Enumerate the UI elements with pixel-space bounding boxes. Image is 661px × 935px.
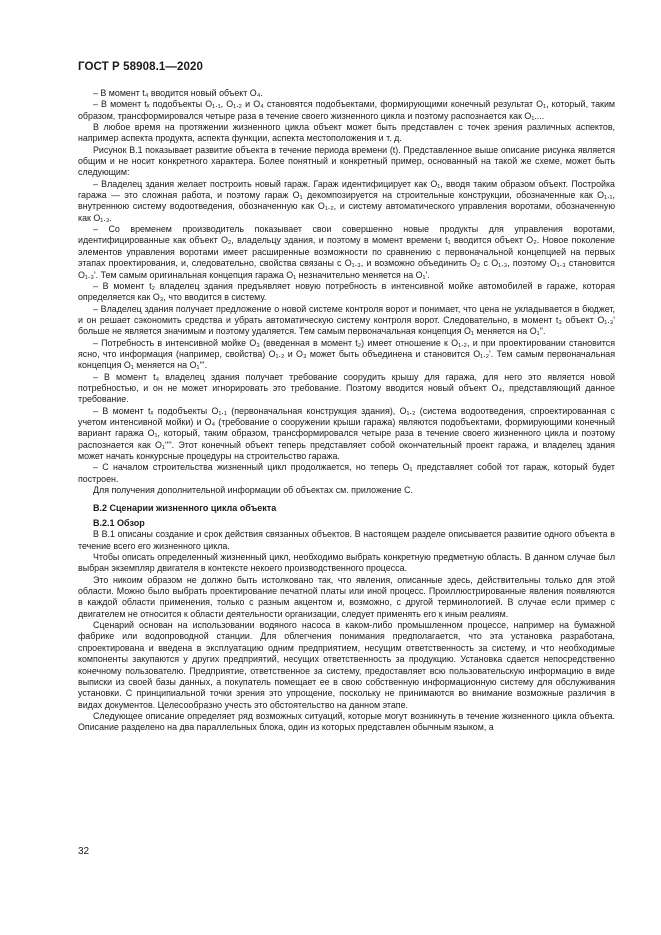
paragraph: – В момент tₓ подобъекты O₁.₁, O₁.₂ и O₄ становятся подобъектами, формирующими конечный результат O₁, который, таким образом, трансформировался четыре раза в течение своего жизненного цикла и поэтому распознается как O₁.... bbox=[78, 99, 615, 121]
section-heading-b21: В.2.1 Обзор bbox=[93, 518, 145, 529]
paragraph: Чтобы описать определенный жизненный цикл, необходимо выбрать конкретную предметную область. В данном случае был выбран экземпляр двигателя в контексте некоего производственного процесса. bbox=[78, 552, 615, 574]
paragraph: – Со временем производитель показывает свои совершенно новые продукты для управления воротами, идентифицированные как объект O₂, владельцу здания, и поэтому в момент времени t₁ вводится объект O₂. Новое поколение элементов управления воротами имеет расширенные возможности по сравнению с первоначальной концепцией на первых этапах проектирования, и, следовательно, свойства связаны с O₁.₃, и возможно объединить O₂ с O₁.₃, поэтому O₁.₃ становится O₁.₃'. Тем самым оригинальная концепция гаража O₁ незначительно меняется на O₁'. bbox=[78, 224, 615, 280]
paragraph: – В момент t₄ владелец здания получает требование соорудить крышу для гаража, для него это является новой потребностью, и он не может игнорировать это требование. Поэтому вводится новый объект O₄, представляющий данное требование. bbox=[78, 371, 615, 405]
paragraph: Рисунок В.1 показывает развитие объекта в течение периода времени (t). Представленное выше описание рисунка является общим и не носит конкретного характера. Более понятный и конкретный пример, основанный на такой же схеме, может быть следующим: bbox=[78, 144, 615, 178]
page-body bbox=[78, 88, 615, 734]
paragraph: – Владелец здания получает предложение о новой системе контроля ворот и понимает, что цена не укладывается в бюджет, и он решает сэкономить средства и убрать автоматическую систему контроля ворот. Следовательно, в момент t₃ объект O₁.₃' больше не является значимым и поэтому удаляется. Тем самым первоначальная концепция O₁ меняется на O₁''. bbox=[78, 303, 615, 337]
paragraph: – В момент t₂ владелец здания предъявляет новую потребность в интенсивной мойке автомобилей в гараже, которая определяется как O₃, что вводится в систему. bbox=[78, 280, 615, 303]
paragraph: – В момент t₄ вводится новый объект O₄. bbox=[93, 88, 263, 98]
paragraph: – В момент tₓ подобъекты O₁.₁ (первоначальная конструкция здания), O₁.₂ (система водоотведения, спроектированная с учетом интенсивной мойки) и O₄ (требование о сооружении крыши гаража) являются подобъектами, формирующими конечный вариант гаража O₁, который, таким образом, трансформировался четыре раза в течение своего жизненного цикла и поэтому распознается как O₁''''. Этот конечный объект теперь представляет собой окончательный проект гаража, и владелец здания может начать конкурсные процедуры на строительство гаража. bbox=[78, 405, 615, 461]
paragraph: В В.1 описаны создание и срок действия связанных объектов. В настоящем разделе описывается развитие одного объекта в течение всего его жизненного цикла. bbox=[78, 529, 615, 551]
section-heading-b2: В.2 Сценарии жизненного цикла объекта bbox=[93, 503, 277, 514]
document-header: ГОСТ Р 58908.1—2020 bbox=[78, 61, 203, 73]
paragraph: Следующее описание определяет ряд возможных ситуаций, которые могут возникнуть в течение жизненного цикла объекта. Описание разделено на два параллельных блока, один из которых представлен обычным языком, а bbox=[78, 710, 615, 733]
paragraph: Это никоим образом не должно быть истолковано так, что явления, описанные здесь, действительны только для этой области. Можно было выбрать проектирование печатной платы или иной процесс. Проиллюстрированные явления появляются в каждой области применения, только с разным акцентом и, возможно, с другой терминологией. В случае если пример с двигателем не относится к области деятельности организации, следует применять его к иным реалиям. bbox=[78, 574, 615, 619]
paragraph: Сценарий основан на использовании водяного насоса в каком-либо промышленном процессе, например на бумажной фабрике или водопроводной станции. Для облегчения понимания предполагается, что эта установка разработана, спроектирована и введена в эксплуатацию одним предприятием, несущим ответственность за систему, и что необходимые компоненты закупаются у других предприятий, несущих ответственность за продукцию. Установка сдается непосредственно конечному пользователю. Предприятие, ответственное за систему, предоставляет всю пользовательскую информацию в виде выписки из своей базы данных, а покупатель помещает ее в свою собственную информационную систему для обслуживания установки. С принципиальной точки зрения это упрощение, поскольку не принимаются во внимание возможные различия в видах документов. Целесообразно учесть это обстоятельство на данном этапе. bbox=[78, 620, 615, 710]
page-number: 32 bbox=[78, 846, 90, 857]
paragraph: Для получения дополнительной информации об объектах см. приложение С. bbox=[93, 485, 413, 496]
paragraph: – Потребность в интенсивной мойке O₃ (введенная в момент t₂) имеет отношение к O₁.₂, и при проектировании становится ясно, что информация (например, свойства) O₁.₂ и O₃ может быть объединена и становится O₁.₂'. Тем самым первоначальная концепция O₁ меняется на O₁'''. bbox=[78, 337, 615, 371]
paragraph: В любое время на протяжении жизненного цикла объект может быть представлен с точек зрения различных аспектов, например аспекта продукта, аспекта функции, аспекта местоположения и т. д. bbox=[78, 122, 615, 144]
paragraph: – Владелец здания желает построить новый гараж. Гараж идентифицирует как O₁, вводя таким образом объект. Постройка гаража — это сложная работа, и поэтому гараж O₁ декомпозируется на строительные конструкции, обозначенные как O₁.₁, внутреннюю систему водоотведения, обозначенную как O₁.₂, и систему автоматического управления воротами, обозначенную как O₁.₃. bbox=[78, 178, 615, 223]
paragraph: – С началом строительства жизненный цикл продолжается, но теперь O₁ представляет собой тот гараж, который будет построен. bbox=[78, 462, 615, 484]
